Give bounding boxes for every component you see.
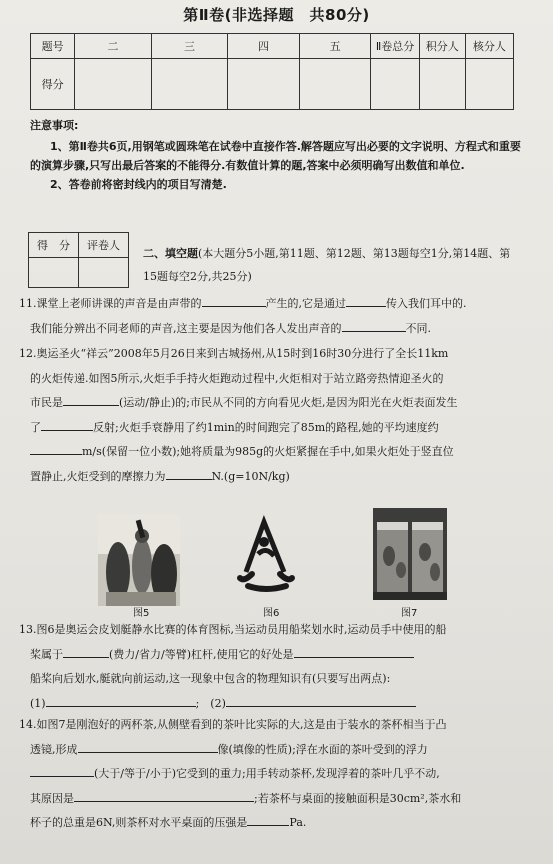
score-input-3[interactable] [151, 59, 228, 110]
notes-block [30, 137, 522, 194]
cell-col-5: 五 [299, 34, 371, 59]
q12-text-c: 市民是 [30, 396, 63, 409]
q11-text-e: 不同. [405, 321, 431, 335]
q14-blank-1[interactable] [78, 740, 218, 753]
cell-hefenren: 核分人 [465, 34, 513, 59]
score-table-score-row [31, 59, 514, 110]
q12-blank-1[interactable] [63, 393, 119, 406]
figure-5-caption: 图5 [133, 608, 150, 619]
q14-text-a: 14.如图7是刚泡好的两杯茶,从侧壁看到的茶叶比实际的大,这是由于装水的茶杯相当于凸 [19, 718, 447, 731]
notes-heading: 注意事项: [30, 119, 79, 132]
q14-blank-4[interactable] [247, 813, 289, 826]
question-11 [19, 292, 529, 341]
q14-text-h: Pa. [289, 816, 307, 829]
q11-blank-2[interactable] [346, 294, 386, 307]
cell-col-4: 四 [228, 34, 300, 59]
canoe-sport-icon [234, 512, 298, 594]
cell-col-3: 三 [151, 34, 228, 59]
q11-blank-3[interactable] [342, 319, 406, 332]
score-input-4[interactable] [228, 59, 300, 110]
q13-blank-3[interactable] [46, 694, 196, 707]
q12-blank-2[interactable] [41, 418, 93, 431]
q13-text-a: 13.图6是奥运会皮划艇静水比赛的体育图标,当运动员用船桨划水时,运动员手中使用的船 [19, 623, 447, 636]
q14-blank-3[interactable] [74, 789, 254, 802]
q13-text-e: (1) [30, 696, 46, 710]
grader-pingjuanren-label: 评卷人 [79, 233, 129, 258]
q13-text-f: ; (2) [195, 696, 226, 710]
cell-jifenren: 积分人 [419, 34, 465, 59]
q12-text-a: 12.奥运圣火“祥云”2008年5月26日来到古城扬州,从15时到16时30分进行了全长11km [19, 347, 449, 360]
q12-blank-4[interactable] [166, 467, 212, 480]
question-14 [19, 713, 529, 836]
q12-text-b: 的火炬传递.如图5所示,火炬手手持火炬跑动过程中,火炬相对于站立路旁热情迎圣火的 [30, 371, 444, 385]
grader-defen-label: 得 分 [29, 233, 79, 258]
score-input-jifenren[interactable] [419, 59, 465, 110]
q12-blank-3[interactable] [30, 442, 82, 455]
score-input-5[interactable] [299, 59, 371, 110]
score-table-header-row [31, 34, 514, 59]
q11-text-b: 产生的,它是通过 [265, 297, 346, 310]
q12-text-i: N.(g=10N/kg) [211, 469, 290, 483]
q11-text-d: 我们能分辨出不同老师的声音,这主要是因为他们各人发出声音的 [30, 321, 342, 335]
cell-defen: 得分 [31, 59, 75, 110]
notes-item-1: 1、第Ⅱ卷共6页,用钢笔或圆珠笔在试卷中直接作答.解答题应写出必要的文字说明、方程式和重要的演算步骤,只写出最后答案的不能得分.有数值计算的题,答案中必须明确写出数值和单位. [30, 140, 521, 172]
q13-blank-4[interactable] [226, 694, 416, 707]
grader-score-input[interactable] [29, 258, 79, 288]
q13-text-c: (费力/省力/等臂)杠杆,使用它的好处是 [109, 647, 294, 661]
page-title: 第Ⅱ卷(非选择题 共80分) [183, 6, 370, 24]
cell-total: Ⅱ卷总分 [371, 34, 419, 59]
figure-6-caption: 图6 [263, 608, 280, 619]
q13-text-b: 桨属于 [30, 647, 63, 661]
score-input-2[interactable] [75, 59, 152, 110]
score-table [30, 33, 514, 110]
grader-name-input[interactable] [79, 258, 129, 288]
q13-text-d: 船桨向后划水,艇就向前运动,这一现象中包含的物理知识有(只要写出两点): [30, 672, 391, 685]
q11-text-a: 11.课堂上老师讲课的声音是由声带的 [19, 297, 202, 310]
question-12 [19, 342, 529, 489]
q13-blank-1[interactable] [63, 645, 109, 658]
q13-blank-2[interactable] [294, 645, 414, 658]
cell-tihao: 题号 [31, 34, 75, 59]
grader-table [28, 232, 129, 288]
q12-text-g: m/s(保留一位小数);她将质量为985g的火炬紧握在手中,如果火炬处于竖直位 [82, 445, 454, 458]
notes-item-2: 2、答卷前将密封线内的项目写清楚. [50, 178, 227, 191]
q14-text-d: (大于/等于/小于)它受到的重力;用手转动茶杯,发现浮着的茶叶几乎不动, [94, 767, 440, 780]
q12-text-h: 置静止,火炬受到的摩擦力为 [30, 469, 166, 483]
score-input-total[interactable] [371, 59, 419, 110]
torch-relay-photo [98, 514, 180, 606]
tea-cups-photo [373, 508, 447, 600]
q12-text-d: (运动/静止)的;市民从不同的方向看见火炬,是因为阳光在火炬表面发生 [119, 396, 458, 409]
q14-text-e: 其原因是 [30, 791, 74, 805]
q14-text-b: 透镜,形成 [30, 742, 78, 756]
q12-text-f: 反射;火炬手衰静用了约1min的时间跑完了85m的路程,她的平均速度约 [93, 420, 439, 434]
q14-text-c: 像(填像的性质);浮在水面的茶叶受到的浮力 [217, 742, 428, 756]
q14-text-g: 杯子的总重是6N,则茶杯对水平桌面的压强是 [30, 816, 248, 829]
section2-desc: (本大题分5小题,第11题、第12题、第13题每空1分,第14题、第15题每空2分,共25分) [143, 247, 511, 283]
q12-text-e: 了 [30, 420, 41, 434]
score-input-hefenren[interactable] [465, 59, 513, 110]
q14-text-f: ;若茶杯与桌面的接触面积是30cm²,茶水和 [254, 791, 462, 805]
figures-row [0, 508, 553, 618]
q11-blank-1[interactable] [202, 294, 266, 307]
section2-title: 二、填空题 [143, 247, 198, 260]
question-13 [19, 618, 529, 716]
q14-blank-2[interactable] [30, 764, 94, 777]
figure-7-caption: 图7 [401, 608, 418, 619]
q11-text-c: 传入我们耳中的. [386, 297, 467, 310]
cell-col-2: 二 [75, 34, 152, 59]
section2-heading [143, 242, 523, 288]
